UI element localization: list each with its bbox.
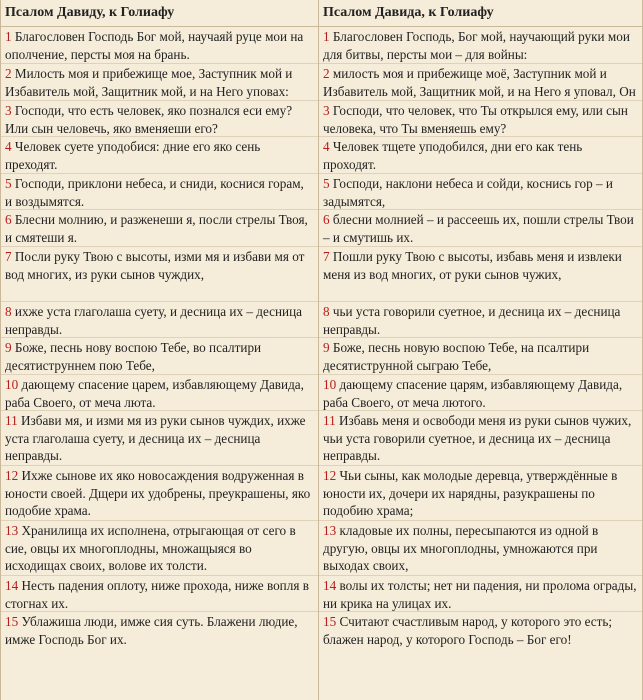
verse (319, 101, 642, 137)
verse-number: 14 (5, 578, 19, 593)
verse (1, 137, 318, 174)
verse-number: 12 (5, 468, 19, 483)
verse-text: Милость моя и прибежище мое, Заступник мой и Избавитель мой, Защитник мой, и на Него уповах: (5, 66, 293, 99)
verse-text: Боже, песнь новую воспою Тебе, на псалтири десятиструнной сыграю Тебе, (323, 340, 590, 373)
verse-text: Господи, наклони небеса и сойди, коснись гор – и задымятся, (323, 176, 613, 209)
verse-text: Господи, что человек, что Ты открылся ему, или сын человека, что Ты вменяешь ему? (323, 103, 628, 136)
verse-text: Избавь меня и освободи меня из руки сынов чужих, чьи уста говорили суетное, и десница их – десница неправды. (323, 413, 632, 463)
verse-text: Чьи сыны, как молодые деревца, утверждённые в юности их, дочери их нарядны, разукрашены по подобию храма; (323, 468, 618, 518)
verse-text: чьи уста говорили суетное, и десница их – десница неправды. (323, 304, 621, 337)
verse-text: Несть падения оплоту, ниже прохода, ниже вопля в стогнах их. (5, 578, 309, 611)
verse-text: Человек тщете уподобился, дни его как тень проходят. (323, 139, 583, 172)
verse-text: Считают счастливым народ, у которого это есть; блажен народ, у которого Господь – Бог его! (323, 614, 613, 647)
column-title-church-slavonic: Псалом Давиду, к Голиафу (1, 0, 318, 27)
verse (319, 64, 642, 101)
column-title-russian: Псалом Давида, к Голиафу (319, 0, 642, 27)
verse-number: 14 (323, 578, 337, 593)
verse-text: дающему спасение царям, избавляющему Давида, раба Своего, от меча лютого. (323, 377, 623, 410)
verse-text: Блесни молнию, и разженеши я, посли стрелы Твоя, и смятеши я. (5, 212, 308, 245)
verse-number: 7 (323, 249, 330, 264)
verse-text: Пошли руку Твою с высоты, избавь меня и извлеки меня из вод многих, от руки сынов чужих, (323, 249, 622, 282)
verse (1, 174, 318, 210)
verse-number: 6 (323, 212, 330, 227)
verse (1, 375, 318, 411)
verse-number: 13 (323, 523, 337, 538)
verse-number: 3 (5, 103, 12, 118)
verse-number: 1 (5, 29, 12, 44)
verse-number: 9 (5, 340, 12, 355)
verse-number: 4 (323, 139, 330, 154)
verse (1, 338, 318, 375)
verse-number: 1 (323, 29, 330, 44)
verse-text: Господи, что есть человек, яко познался еси ему? Или сын человечь, яко вменяеши его? (5, 103, 293, 136)
verse-number: 9 (323, 340, 330, 355)
verse-number: 5 (5, 176, 12, 191)
verse (1, 210, 318, 247)
verse (1, 27, 318, 64)
verse (1, 521, 318, 576)
verse (319, 338, 642, 375)
verse-text: милость моя и прибежище моё, Заступник мой и Избавитель мой, Защитник мой, и на Него я уповал, Он (323, 66, 636, 99)
verse-number: 11 (5, 413, 18, 428)
verse-number: 10 (5, 377, 19, 392)
verse (1, 101, 318, 137)
verse (319, 210, 642, 247)
verse (1, 64, 318, 101)
verse (1, 612, 318, 669)
verse-text: Посли руку Твою с высоты, изми мя и избави мя от вод многих, из руки сынов чуждих, (5, 249, 305, 282)
verse-text: Ублажиша люди, имже сия суть. Блажени людие, имже Господь Бог их. (5, 614, 298, 647)
verse-text: блесни молнией – и рассеешь их, пошли стрелы Твои – и смутишь их. (323, 212, 634, 245)
verse-number: 15 (5, 614, 19, 629)
verse (319, 137, 642, 174)
verse-number: 13 (5, 523, 19, 538)
verse-number: 2 (323, 66, 330, 81)
verse-number: 3 (323, 103, 330, 118)
verse-text: Избави мя, и изми мя из руки сынов чуждих, ихже уста глаголаша суету, и десница их – десница неправды. (5, 413, 306, 463)
church-slavonic-column (1, 0, 319, 700)
verse (319, 466, 642, 521)
verse-number: 4 (5, 139, 12, 154)
verse (319, 375, 642, 411)
verse-text: волы их толсты; нет ни падения, ни пролома ограды, ни крика на улицах их. (323, 578, 637, 611)
verse (1, 576, 318, 612)
verse-number: 8 (5, 304, 12, 319)
verse-number: 5 (323, 176, 330, 191)
verse-text: кладовые их полны, пересыпаются из одной в другую, овцы их многоплодны, умножаются при выходах своих, (323, 523, 599, 573)
verse-text: Человек суете уподобися: дние его яко сень преходят. (5, 139, 261, 172)
verse-text: Господи, приклони небеса, и сниди, коснися горам, и воздымятся. (5, 176, 304, 209)
verse (1, 411, 318, 466)
verse-text: Благословен Господь, Бог мой, научающий руки мои для битвы, персты мои – для войны: (323, 29, 630, 62)
verse (1, 466, 318, 521)
verse (319, 174, 642, 210)
russian-translation-column (319, 0, 642, 700)
verse-number: 6 (5, 212, 12, 227)
verse (319, 247, 642, 302)
verse-number: 11 (323, 413, 336, 428)
verse (319, 302, 642, 338)
verse-text: Хранилища их исполнена, отрыгающая от сего в сие, овцы их многоплодны, множащыяся во исходищах своих, волове их толсти. (5, 523, 296, 573)
verse-number: 12 (323, 468, 337, 483)
verse-text: Благословен Господь Бог мой, научаяй руце мои на ополчение, персты моя на брань. (5, 29, 304, 62)
verse-text: дающему спасение царем, избавляющему Давида, раба Своего, от меча люта. (5, 377, 304, 410)
verse-text: Ихже сынове их яко новосаждения водруженная в юности своей. Дщери их удобрены, преукрашены, яко подобие храма. (5, 468, 311, 518)
verse (319, 411, 642, 466)
verse (319, 612, 642, 669)
verse-number: 7 (5, 249, 12, 264)
verse-number: 8 (323, 304, 330, 319)
verse (1, 247, 318, 302)
verse (1, 302, 318, 338)
verse-text: ихже уста глаголаша суету, и десница их – десница неправды. (5, 304, 302, 337)
verse (319, 521, 642, 576)
verse (319, 27, 642, 64)
verse (319, 576, 642, 612)
verse-number: 15 (323, 614, 337, 629)
verse-number: 10 (323, 377, 337, 392)
verse-text: Боже, песнь нову воспою Тебе, во псалтири десятиструннем пою Тебе, (5, 340, 262, 373)
verse-number: 2 (5, 66, 12, 81)
